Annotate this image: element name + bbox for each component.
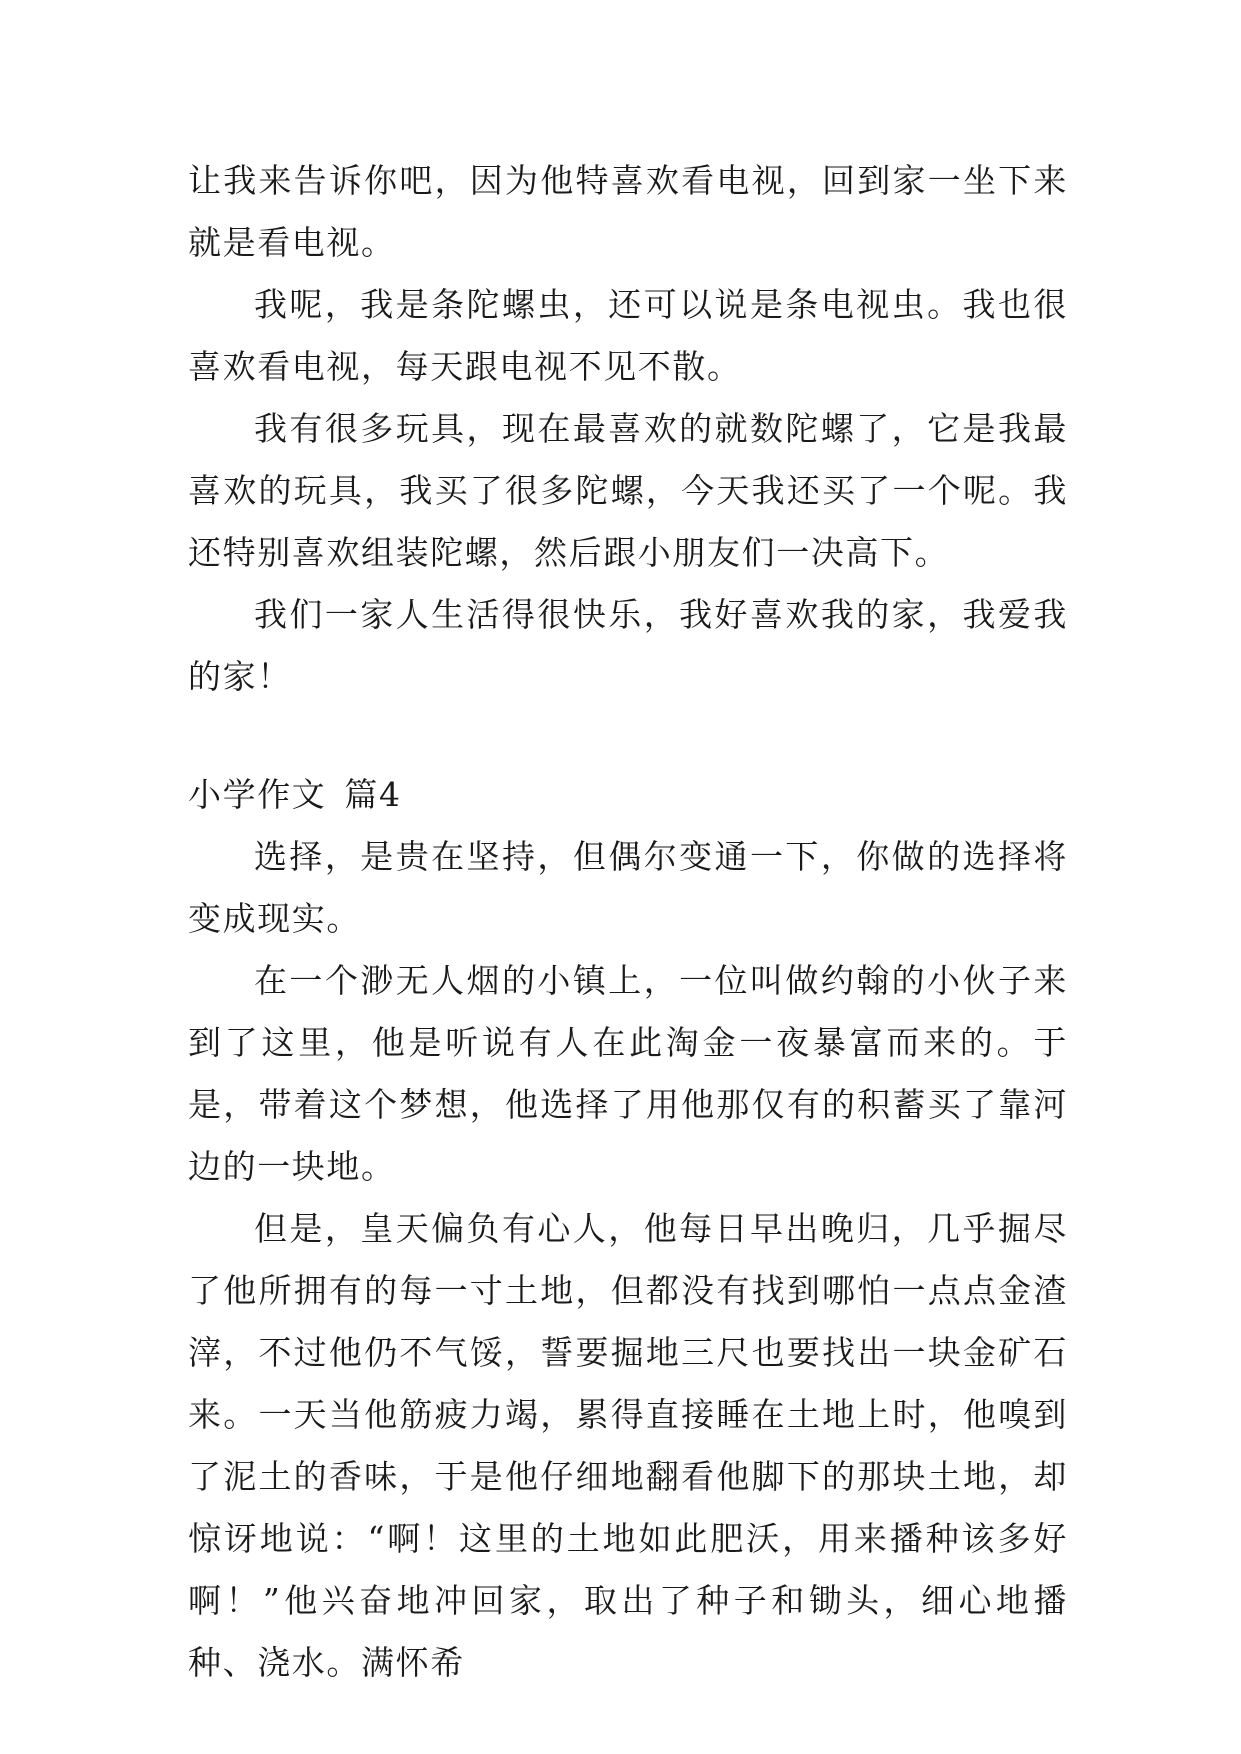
section-heading-title: 小学作文 (188, 775, 327, 814)
section-heading (188, 764, 1068, 826)
paragraph-1: 让我来告诉你吧，因为他特喜欢看电视，回到家一坐下来就是看电视。 (188, 161, 1068, 262)
document-body (188, 150, 1068, 1694)
paragraph-3: 我有很多玩具，现在最喜欢的就数陀螺了，它是我最喜欢的玩具，我买了很多陀螺，今天我还买了一个呢。我还特别喜欢组装陀螺，然后跟小朋友们一决高下。 (188, 409, 1068, 572)
section-heading-number: 篇4 (344, 775, 402, 814)
paragraph-4: 我们一家人生活得很快乐，我好喜欢我的家，我爱我的家！ (188, 595, 1068, 696)
paragraph-2: 我呢，我是条陀螺虫，还可以说是条电视虫。我也很喜欢看电视，每天跟电视不见不散。 (188, 285, 1068, 386)
paragraph-5: 选择，是贵在坚持，但偶尔变通一下，你做的选择将变成现实。 (188, 837, 1068, 938)
paragraph-6: 在一个渺无人烟的小镇上，一位叫做约翰的小伙子来到了这里，他是听说有人在此淘金一夜暴富而来的。于是，带着这个梦想，他选择了用他那仅有的积蓄买了靠河边的一块地。 (188, 961, 1068, 1186)
paragraph-7: 但是，皇天偏负有心人，他每日早出晚归，几乎掘尽了他所拥有的每一寸土地，但都没有找到哪怕一点点金渣滓，不过他仍不气馁，誓要掘地三尺也要找出一块金矿石来。一天当他筋疲力竭，累得直接睡在土地上时，他嗅到了泥土的香味，于是他仔细地翻看他脚下的那块土地，却惊讶地说：“啊！这里的土地如此肥沃，用来播种该多好啊！”他兴奋地冲回家，取出了种子和锄头，细心地播种、浇水。满怀希 (188, 1209, 1068, 1682)
